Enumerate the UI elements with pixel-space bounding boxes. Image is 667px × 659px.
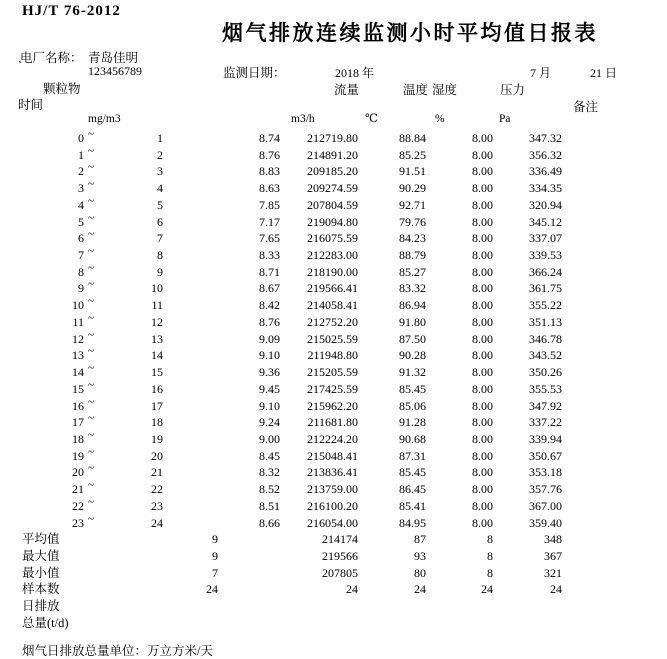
time-end-cell: 3: [157, 164, 163, 179]
pressure-cell: 361.75: [529, 281, 562, 296]
pressure-summary-cell: 24: [550, 582, 562, 597]
time-separator: ~: [88, 211, 94, 224]
plant-name-value: 青岛佳明: [88, 51, 139, 65]
plant-name-label: 电厂名称：: [20, 51, 83, 65]
summary-row: [0, 581, 667, 598]
humidity-cell: 8.00: [472, 164, 493, 179]
time-separator: ~: [88, 412, 94, 425]
time-separator: ~: [88, 479, 94, 492]
flow-cell: 207804.59: [307, 197, 358, 212]
pressure-summary-cell: 348: [544, 532, 562, 547]
temp-cell: 88.79: [399, 248, 426, 263]
table-row: [0, 261, 667, 281]
standard-code: HJ/T 76-2012: [22, 3, 121, 19]
plant-id-value: 123456789: [88, 64, 142, 78]
time-start-cell: 21: [72, 482, 84, 497]
table-row: [0, 144, 667, 164]
time-start-cell: 14: [72, 365, 84, 380]
table-row: [0, 163, 667, 180]
flow-cell: 213759.00: [307, 482, 358, 497]
flow-cell: 217425.59: [307, 381, 358, 396]
humidity-cell: 8.00: [472, 365, 493, 380]
table-row: [0, 230, 667, 247]
humidity-cell: 8.00: [472, 248, 493, 263]
pm-cell: 8.42: [259, 298, 280, 313]
summary-label: 样本数: [22, 582, 60, 597]
pressure-cell: 343.52: [529, 348, 562, 363]
report-title: 烟气排放连续监测小时平均值日报表: [222, 22, 598, 45]
pm-cell: 8.74: [259, 131, 280, 145]
pressure-summary-cell: 321: [544, 565, 562, 580]
time-separator: ~: [88, 345, 94, 358]
temp-cell: 92.71: [399, 197, 426, 212]
pressure-cell: 346.78: [529, 331, 562, 346]
time-end-cell: 23: [151, 498, 163, 513]
time-end-cell: 11: [151, 298, 163, 313]
pm-summary-cell: 7: [212, 565, 218, 580]
time-separator: ~: [88, 245, 94, 258]
summary-label: 日排放: [22, 599, 60, 614]
flow-summary-cell: 214174: [322, 532, 358, 547]
time-end-cell: 13: [151, 331, 163, 346]
time-start-cell: 16: [72, 398, 84, 413]
pm-cell: 8.67: [259, 281, 280, 296]
temp-cell: 84.23: [399, 231, 426, 246]
temp-summary-cell: 93: [414, 548, 426, 563]
table-row: [0, 130, 667, 147]
time-end-cell: 15: [151, 365, 163, 380]
flow-cell: 215205.59: [307, 365, 358, 380]
time-end-cell: 19: [151, 431, 163, 446]
time-start-cell: 9: [78, 281, 84, 296]
humidity-cell: 8.00: [472, 348, 493, 363]
time-separator: ~: [88, 311, 94, 324]
time-start-cell: 3: [78, 181, 84, 196]
time-end-cell: 4: [157, 181, 163, 196]
humidity-cell: 8.00: [472, 147, 493, 162]
unit-temp: ℃: [365, 113, 378, 125]
pressure-cell: 345.12: [529, 214, 562, 229]
flow-cell: 214891.20: [307, 147, 358, 162]
flow-cell: 216100.20: [307, 498, 358, 513]
pm-cell: 8.76: [259, 314, 280, 329]
summary-row: [0, 548, 667, 565]
humidity-cell: 8.00: [472, 448, 493, 463]
temp-cell: 85.41: [399, 498, 426, 513]
flow-cell: 215048.41: [307, 448, 358, 463]
pressure-cell: 337.22: [529, 415, 562, 430]
table-row: [0, 297, 667, 314]
pm-summary-cell: 24: [206, 582, 218, 597]
summary-label: 最大值: [22, 548, 60, 563]
time-start-cell: 17: [72, 415, 84, 430]
flow-cell: 209185.20: [307, 164, 358, 179]
temp-cell: 85.25: [399, 147, 426, 162]
temp-cell: 86.94: [399, 298, 426, 313]
time-end-cell: 2: [157, 147, 163, 162]
footer-note: 烟气日排放总量单位：万立方米/天: [22, 644, 213, 658]
flow-cell: 216054.00: [307, 515, 358, 530]
time-separator: ~: [88, 462, 94, 475]
time-separator: ~: [88, 261, 94, 274]
table-row: [0, 378, 667, 398]
time-start-cell: 20: [72, 465, 84, 480]
time-start-cell: 2: [78, 164, 84, 179]
humidity-cell: 8.00: [472, 515, 493, 530]
pressure-cell: 334.35: [529, 181, 562, 196]
humidity-summary-cell: 8: [487, 565, 493, 580]
table-row: [0, 445, 667, 465]
summary-label: 最小值: [22, 565, 60, 580]
table-row: [0, 414, 667, 431]
summary-row: [0, 615, 667, 632]
time-separator: ~: [88, 328, 94, 341]
pm-summary-cell: 9: [212, 548, 218, 563]
time-start-cell: 12: [72, 331, 84, 346]
time-separator: ~: [88, 178, 94, 191]
column-header-humidity: 湿度: [432, 83, 458, 97]
monitor-date-year: 2018 年: [335, 66, 375, 80]
pressure-cell: 347.32: [529, 131, 562, 145]
table-row: [0, 428, 667, 448]
flow-cell: 218190.00: [307, 264, 358, 279]
pressure-cell: 359.40: [529, 515, 562, 530]
temp-cell: 90.28: [399, 348, 426, 363]
table-row: [0, 194, 667, 214]
plant-mark: `: [18, 58, 23, 73]
temp-cell: 86.45: [399, 482, 426, 497]
pm-cell: 7.17: [259, 214, 280, 229]
temp-cell: 91.32: [399, 365, 426, 380]
time-separator: ~: [88, 378, 94, 391]
flow-cell: 212752.20: [307, 314, 358, 329]
humidity-summary-cell: 24: [481, 582, 493, 597]
pressure-cell: 353.18: [529, 465, 562, 480]
time-separator: ~: [88, 161, 94, 174]
column-header-remark: 备注: [573, 100, 599, 114]
pressure-cell: 355.53: [529, 381, 562, 396]
humidity-cell: 8.00: [472, 415, 493, 430]
time-start-cell: 22: [72, 498, 84, 513]
pressure-cell: 350.67: [529, 448, 562, 463]
temp-cell: 90.29: [399, 181, 426, 196]
flow-cell: 213836.41: [307, 465, 358, 480]
humidity-cell: 8.00: [472, 131, 493, 145]
summary-row: [0, 531, 667, 548]
humidity-summary-cell: 8: [487, 548, 493, 563]
summary-label: 总量(t/d): [22, 615, 69, 630]
time-end-cell: 17: [151, 398, 163, 413]
time-separator: ~: [88, 295, 94, 308]
summary-rows: [0, 531, 667, 631]
time-start-cell: 13: [72, 348, 84, 363]
time-end-cell: 22: [151, 482, 163, 497]
time-start-cell: 5: [78, 214, 84, 229]
humidity-summary-cell: 8: [487, 532, 493, 547]
temp-cell: 88.84: [399, 131, 426, 145]
pm-cell: 9.10: [259, 348, 280, 363]
temp-cell: 87.31: [399, 448, 426, 463]
time-end-cell: 10: [151, 281, 163, 296]
time-start-cell: 11: [72, 314, 84, 329]
column-header-time: 时间: [18, 98, 44, 112]
humidity-cell: 8.00: [472, 498, 493, 513]
table-row: [0, 180, 667, 197]
time-end-cell: 20: [151, 448, 163, 463]
temp-cell: 91.28: [399, 415, 426, 430]
humidity-cell: 8.00: [472, 398, 493, 413]
flow-cell: 212224.20: [307, 431, 358, 446]
column-header-temp: 温度: [403, 83, 429, 97]
pressure-cell: 337.07: [529, 231, 562, 246]
time-start-cell: 18: [72, 431, 84, 446]
time-separator: ~: [88, 495, 94, 508]
humidity-cell: 8.00: [472, 431, 493, 446]
humidity-cell: 8.00: [472, 381, 493, 396]
column-header-pm: 颗粒物: [43, 82, 81, 96]
pm-cell: 8.66: [259, 515, 280, 530]
flow-cell: 219094.80: [307, 214, 358, 229]
time-separator: ~: [88, 428, 94, 441]
pm-cell: 7.85: [259, 197, 280, 212]
table-row: [0, 280, 667, 297]
time-start-cell: 1: [78, 147, 84, 162]
pm-cell: 8.71: [259, 264, 280, 279]
time-end-cell: 16: [151, 381, 163, 396]
flow-cell: 215962.20: [307, 398, 358, 413]
time-separator: ~: [88, 228, 94, 241]
monitor-date-month: 7 月: [530, 66, 552, 80]
pressure-cell: 339.94: [529, 431, 562, 446]
pm-cell: 9.10: [259, 398, 280, 413]
pm-cell: 9.24: [259, 415, 280, 430]
pressure-cell: 366.24: [529, 264, 562, 279]
pm-cell: 9.45: [259, 381, 280, 396]
unit-pressure: Pa: [499, 113, 511, 125]
humidity-cell: 8.00: [472, 197, 493, 212]
flow-summary-cell: 219566: [322, 548, 358, 563]
time-separator: ~: [88, 445, 94, 458]
pm-cell: 7.65: [259, 231, 280, 246]
time-end-cell: 24: [151, 515, 163, 530]
table-row: [0, 481, 667, 498]
time-start-cell: 19: [72, 448, 84, 463]
temp-summary-cell: 24: [414, 582, 426, 597]
pm-cell: 8.32: [259, 465, 280, 480]
time-start-cell: 23: [72, 515, 84, 530]
time-separator: ~: [88, 278, 94, 291]
unit-humidity: %: [435, 113, 445, 125]
unit-flow: m3/h: [291, 113, 315, 125]
summary-label: 平均值: [22, 532, 60, 547]
table-row: [0, 395, 667, 415]
pressure-cell: 355.22: [529, 298, 562, 313]
time-end-cell: 8: [157, 248, 163, 263]
time-start-cell: 10: [72, 298, 84, 313]
pressure-cell: 336.49: [529, 164, 562, 179]
table-row: [0, 512, 667, 532]
flow-cell: 211948.80: [307, 348, 358, 363]
humidity-cell: 8.00: [472, 331, 493, 346]
time-end-cell: 14: [151, 348, 163, 363]
table-row: [0, 347, 667, 364]
time-separator: ~: [88, 395, 94, 408]
pm-cell: 9.09: [259, 331, 280, 346]
time-end-cell: 9: [157, 264, 163, 279]
time-separator: ~: [88, 512, 94, 525]
pm-cell: 8.51: [259, 498, 280, 513]
flow-summary-cell: 207805: [322, 565, 358, 580]
flow-cell: 212283.00: [307, 248, 358, 263]
table-row: [0, 211, 667, 231]
time-end-cell: 21: [151, 465, 163, 480]
temp-summary-cell: 87: [414, 532, 426, 547]
flow-cell: 216075.59: [307, 231, 358, 246]
monitor-date-label: 监测日期：: [223, 66, 286, 80]
flow-cell: 212719.80: [307, 131, 358, 145]
pressure-cell: 357.76: [529, 482, 562, 497]
pressure-cell: 367.00: [529, 498, 562, 513]
time-end-cell: 5: [157, 197, 163, 212]
flow-cell: 215025.59: [307, 331, 358, 346]
pressure-cell: 320.94: [529, 197, 562, 212]
temp-cell: 85.27: [399, 264, 426, 279]
temp-cell: 85.06: [399, 398, 426, 413]
humidity-cell: 8.00: [472, 482, 493, 497]
pm-cell: 8.76: [259, 147, 280, 162]
humidity-cell: 8.00: [472, 314, 493, 329]
pm-cell: 8.52: [259, 482, 280, 497]
pm-cell: 8.45: [259, 448, 280, 463]
flow-summary-cell: 24: [346, 582, 358, 597]
humidity-cell: 8.00: [472, 465, 493, 480]
summary-row: [0, 565, 667, 582]
time-start-cell: 6: [78, 231, 84, 246]
pm-cell: 9.36: [259, 365, 280, 380]
table-row: [0, 495, 667, 515]
time-end-cell: 18: [151, 415, 163, 430]
pressure-cell: 350.26: [529, 365, 562, 380]
table-row: [0, 464, 667, 481]
temp-cell: 85.45: [399, 465, 426, 480]
flow-cell: 211681.80: [307, 415, 358, 430]
time-start-cell: 0: [78, 131, 84, 145]
temp-cell: 85.45: [399, 381, 426, 396]
monitor-date-day: 21 日: [590, 66, 618, 80]
pressure-summary-cell: 367: [544, 548, 562, 563]
time-end-cell: 1: [157, 131, 163, 145]
pressure-cell: 347.92: [529, 398, 562, 413]
flow-cell: 219566.41: [307, 281, 358, 296]
temp-cell: 83.32: [399, 281, 426, 296]
temp-cell: 87.50: [399, 331, 426, 346]
time-separator: ~: [88, 144, 94, 157]
humidity-cell: 8.00: [472, 231, 493, 246]
pm-cell: 8.33: [259, 248, 280, 263]
temp-cell: 91.51: [399, 164, 426, 179]
humidity-cell: 8.00: [472, 281, 493, 296]
humidity-cell: 8.00: [472, 214, 493, 229]
unit-pm: mg/m3: [88, 113, 121, 125]
table-row: [0, 364, 667, 381]
pressure-cell: 356.32: [529, 147, 562, 162]
temp-cell: 91.80: [399, 314, 426, 329]
time-start-cell: 8: [78, 264, 84, 279]
pm-cell: 8.63: [259, 181, 280, 196]
temp-summary-cell: 80: [414, 565, 426, 580]
time-separator: ~: [88, 362, 94, 375]
time-separator: ~: [88, 194, 94, 207]
time-separator: ~: [88, 128, 94, 140]
column-header-flow: 流量: [334, 83, 360, 97]
pm-cell: 9.00: [259, 431, 280, 446]
data-table: [0, 130, 667, 632]
flow-cell: 214058.41: [307, 298, 358, 313]
flow-cell: 209274.59: [307, 181, 358, 196]
table-row: [0, 311, 667, 331]
pressure-cell: 339.53: [529, 248, 562, 263]
table-row: [0, 247, 667, 264]
summary-row: [0, 598, 667, 615]
time-start-cell: 7: [78, 248, 84, 263]
time-end-cell: 7: [157, 231, 163, 246]
humidity-cell: 8.00: [472, 264, 493, 279]
data-rows: [0, 130, 667, 531]
time-start-cell: 15: [72, 381, 84, 396]
pressure-cell: 351.13: [529, 314, 562, 329]
time-end-cell: 6: [157, 214, 163, 229]
temp-cell: 90.68: [399, 431, 426, 446]
time-end-cell: 12: [151, 314, 163, 329]
humidity-cell: 8.00: [472, 181, 493, 196]
table-row: [0, 328, 667, 348]
time-start-cell: 4: [78, 197, 84, 212]
pm-summary-cell: 9: [212, 532, 218, 547]
temp-cell: 84.95: [399, 515, 426, 530]
pm-cell: 8.83: [259, 164, 280, 179]
column-header-pressure: 压力: [500, 83, 526, 97]
humidity-cell: 8.00: [472, 298, 493, 313]
temp-cell: 79.76: [399, 214, 426, 229]
